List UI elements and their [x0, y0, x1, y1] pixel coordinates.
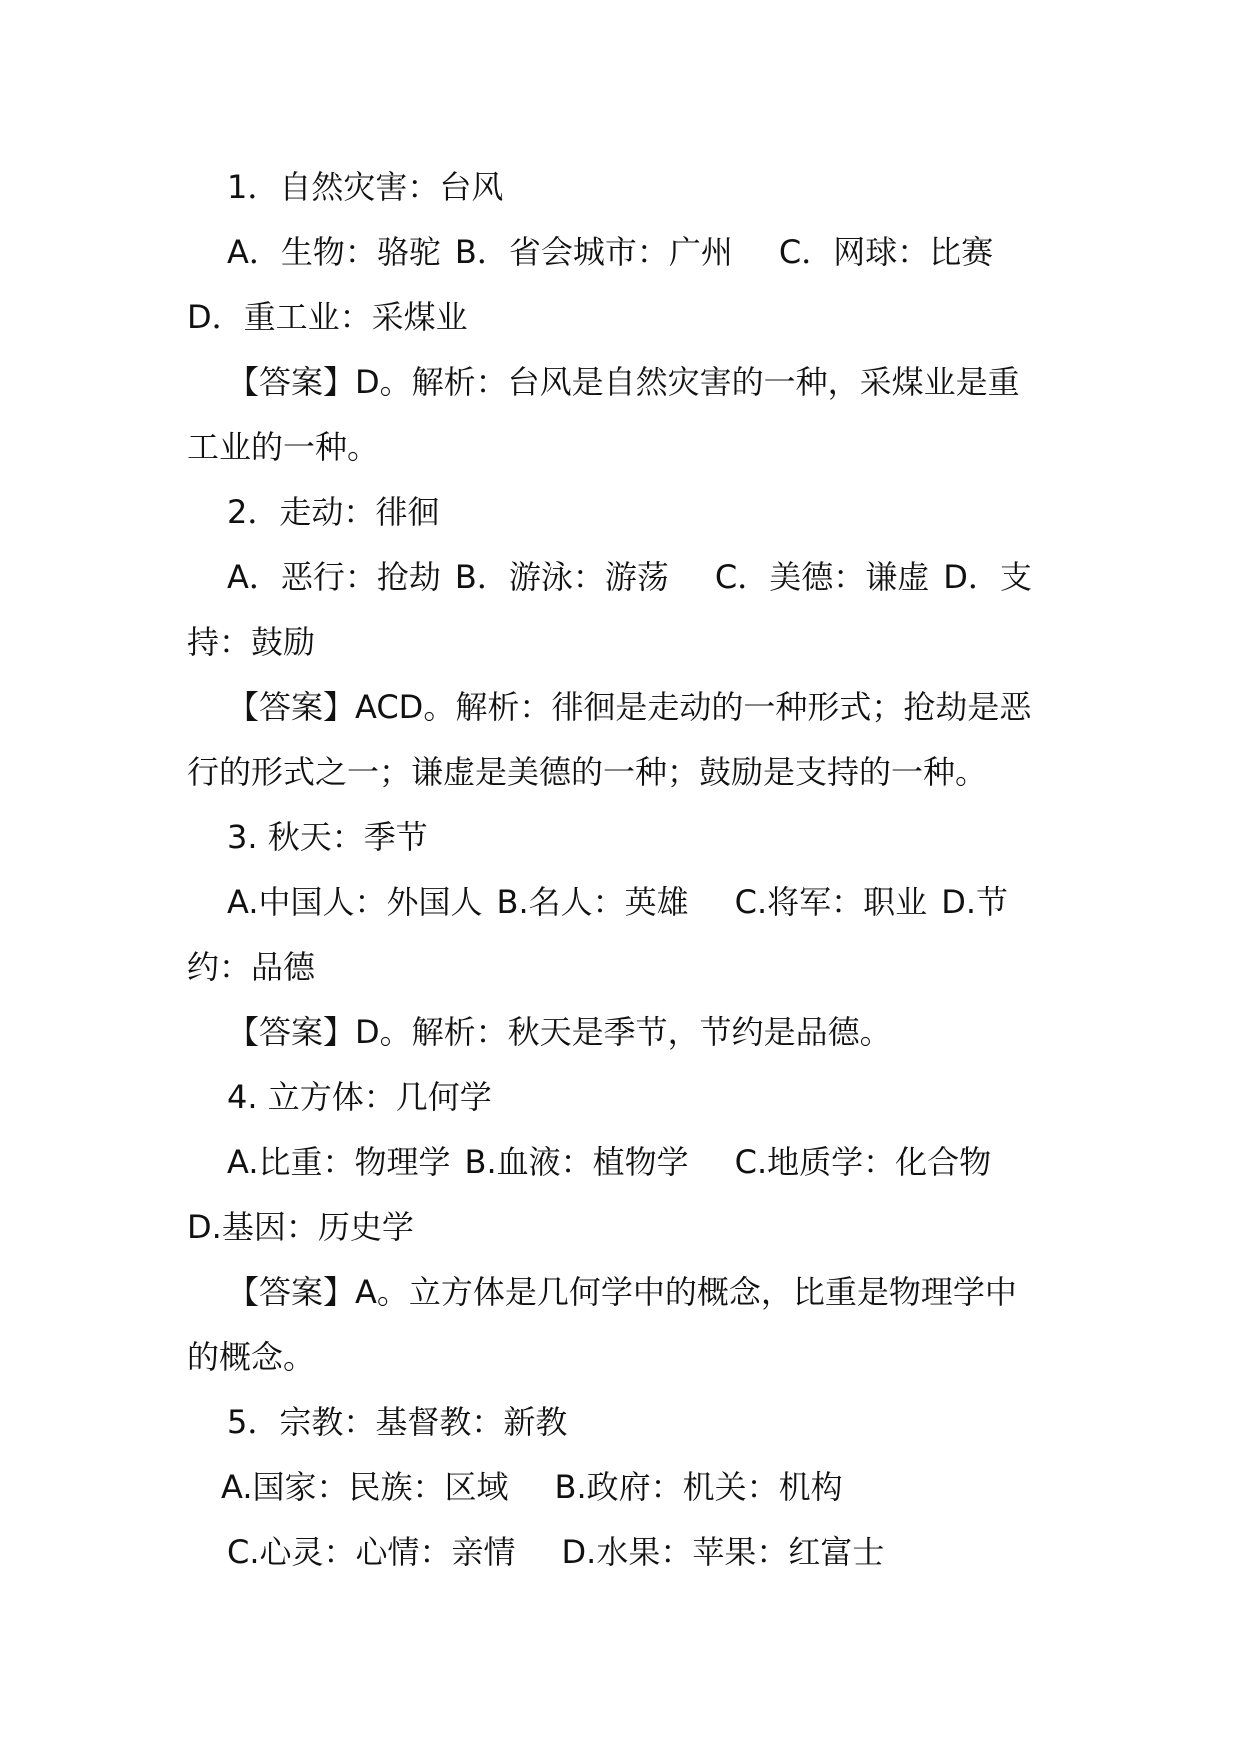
question-3-option-a: A.中国人：外国人	[227, 883, 483, 921]
question-5-option-b: B.政府：机关：机构	[554, 1468, 843, 1506]
question-1-options	[187, 220, 1087, 285]
question-3-option-d: D.节	[941, 883, 1009, 921]
question-5-options-row-2	[187, 1520, 1087, 1585]
question-list	[187, 155, 1087, 1585]
question-2-option-d: D．支	[943, 558, 1032, 596]
question-2-option-c: C．美德：谦虚	[714, 558, 930, 596]
question-2-answer: 【答案】ACD。解析：徘徊是走动的一种形式；抢劫是恶	[227, 688, 1032, 726]
question-1-option-b: B．省会城市：广州	[454, 233, 733, 271]
question-1-answer: 【答案】D。解析：台风是自然灾害的一种，采煤业是重	[227, 363, 1020, 401]
question-3-option-d-continued: 约：品德	[187, 948, 316, 986]
question-5-option-d: D.水果：苹果：红富士	[561, 1533, 885, 1571]
question-2-option-a: A．恶行：抢劫	[227, 558, 441, 596]
question-2-options	[187, 545, 1087, 610]
question-4-option-b: B.血液：植物学	[464, 1143, 689, 1181]
question-4-stem: 4. 立方体：几何学	[227, 1078, 492, 1116]
question-4-option-c: C.地质学：化合物	[734, 1143, 992, 1181]
question-3-stem: 3. 秋天：季节	[227, 818, 428, 856]
question-2-option-d-continued: 持：鼓励	[187, 623, 316, 661]
question-5-option-a: A.国家：民族：区域	[221, 1468, 509, 1506]
question-4-options	[187, 1130, 1087, 1195]
question-4-option-a: A.比重：物理学	[227, 1143, 451, 1181]
question-5-stem: 5．宗教：基督教：新教	[227, 1403, 568, 1441]
question-2-option-b: B．游泳：游荡	[454, 558, 669, 596]
question-4-answer: 【答案】A。立方体是几何学中的概念，比重是物理学中	[227, 1273, 1017, 1311]
question-1-option-c: C．网球：比赛	[778, 233, 994, 271]
question-5-options-row-1	[187, 1455, 1087, 1520]
question-1-stem: 1．自然灾害：台风	[227, 168, 504, 206]
question-3-option-b: B.名人：英雄	[496, 883, 689, 921]
question-1-option-d: D．重工业：采煤业	[187, 298, 468, 336]
question-5-option-c: C.心灵：心情：亲情	[227, 1533, 516, 1571]
question-1-answer-continued: 工业的一种。	[187, 428, 380, 466]
question-4-option-d: D.基因：历史学	[187, 1208, 414, 1246]
question-3-options	[187, 870, 1087, 935]
question-3-option-c: C.将军：职业	[734, 883, 928, 921]
question-1-option-a: A．生物：骆驼	[227, 233, 441, 271]
question-2-answer-continued: 行的形式之一；谦虚是美德的一种；鼓励是支持的一种。	[187, 753, 988, 791]
question-3-answer: 【答案】D。解析：秋天是季节，节约是品德。	[227, 1013, 892, 1051]
question-4-answer-continued: 的概念。	[187, 1338, 316, 1376]
question-2-stem: 2．走动：徘徊	[227, 493, 440, 531]
